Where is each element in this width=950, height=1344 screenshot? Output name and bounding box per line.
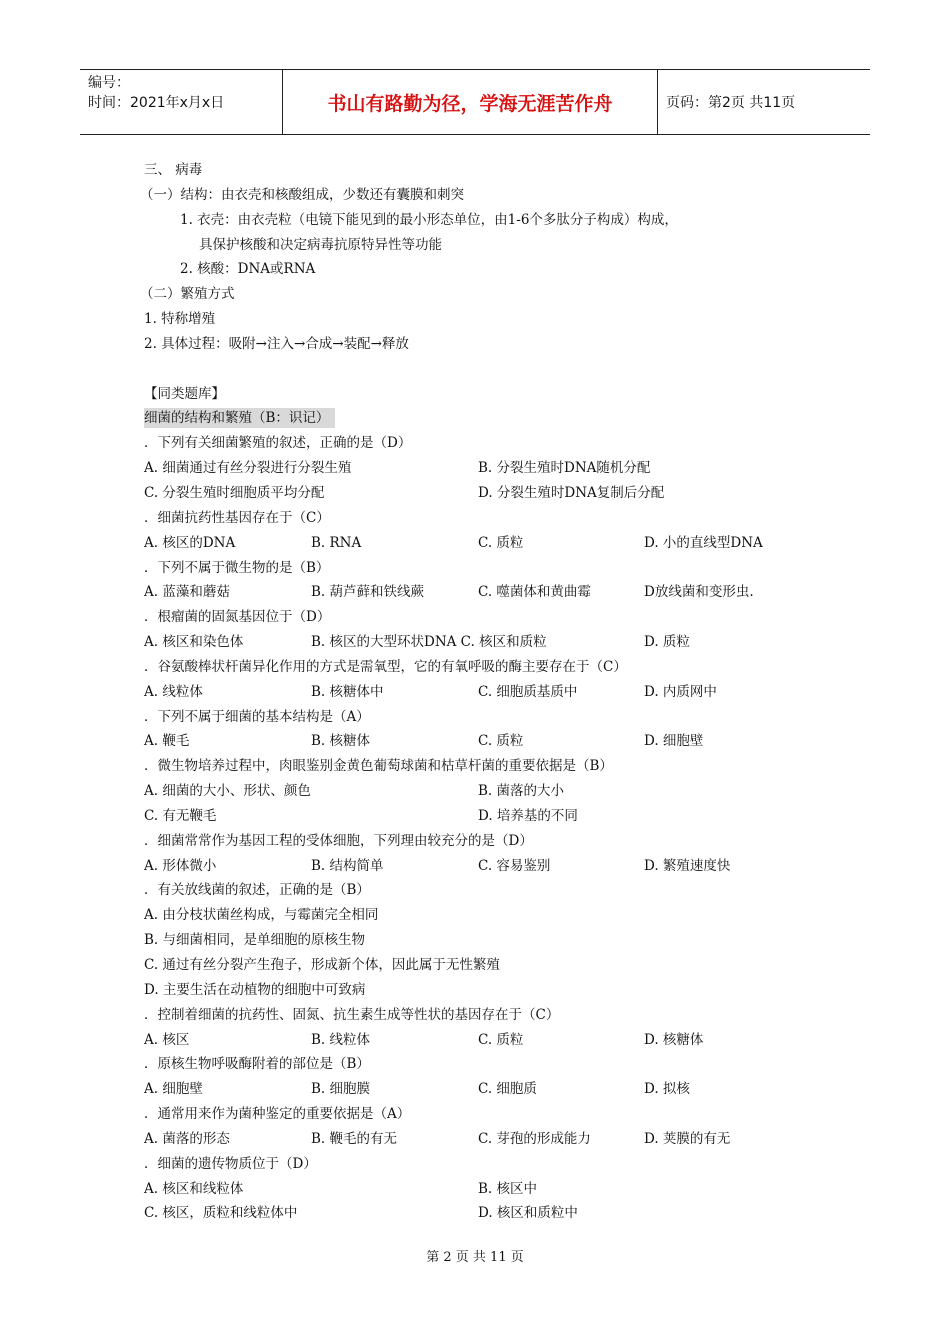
option-row	[144, 630, 844, 655]
option: B. 与细菌相同，是单细胞的原核生物	[144, 932, 366, 949]
question-stem: ．下列不属于细菌的基本结构是（A）	[144, 708, 370, 725]
option: D. 细胞壁	[644, 733, 704, 750]
bank-title: 【同类题库】	[144, 385, 225, 402]
reproduction-item-2: 2. 具体过程：吸附→注入→合成→装配→释放	[144, 335, 409, 352]
option-row	[144, 1077, 844, 1102]
option: B. 核区中	[478, 1180, 538, 1197]
option-row	[144, 531, 844, 556]
option: C. 质粒	[478, 1031, 524, 1048]
option-row	[144, 1028, 844, 1053]
option: B. 核糖体	[311, 733, 371, 750]
option-row	[144, 1201, 844, 1226]
option: C. 核区，质粒和线粒体中	[144, 1205, 298, 1222]
option: D. 质粒	[644, 634, 690, 651]
option: D. 核区和质粒中	[478, 1205, 578, 1222]
option-row	[144, 804, 844, 829]
option-row	[144, 580, 844, 605]
reproduction-item-1: 1. 特称增殖	[144, 311, 216, 328]
document-body	[140, 158, 844, 1226]
structure-capsid-cont: 具保护核酸和决定病毒抗原特异性等功能	[199, 236, 442, 253]
option: D. 繁殖速度快	[644, 857, 731, 874]
header-motto: 书山有路勤为径，学海无涯苦作舟	[283, 70, 658, 134]
option: B. 分裂生殖时DNA随机分配	[478, 460, 651, 477]
question-stem: ．下列有关细菌繁殖的叙述，正确的是（D）	[144, 435, 412, 452]
option-row	[144, 456, 844, 481]
bank-subtitle: 细菌的结构和繁殖（B：识记）	[144, 408, 335, 428]
option: D. 主要生活在动植物的细胞中可致病	[144, 981, 366, 998]
option-row	[144, 854, 844, 879]
question-stem: ．有关放线菌的叙述，正确的是（B）	[144, 882, 370, 899]
option: A. 核区和线粒体	[144, 1180, 244, 1197]
question-stem: ．微生物培养过程中，肉眼鉴别金黄色葡萄球菌和枯草杆菌的重要依据是（B）	[144, 758, 613, 775]
option: B. 菌落的大小	[478, 783, 565, 800]
question-stem: ．下列不属于微生物的是（B）	[144, 559, 330, 576]
option: C. 质粒	[478, 534, 524, 551]
question-stem: ．细菌抗药性基因存在于（C）	[144, 509, 330, 526]
bank-subtitle-row	[144, 406, 844, 431]
option: C. 容易鉴别	[478, 857, 551, 874]
option: D. 分裂生殖时DNA复制后分配	[478, 484, 665, 501]
option: C. 芽孢的形成能力	[478, 1130, 591, 1147]
option: A. 细胞壁	[144, 1081, 203, 1098]
option: D放线菌和变形虫.	[644, 584, 754, 601]
option: B. 结构简单	[311, 857, 384, 874]
option: C. 通过有丝分裂产生孢子，形成新个体，因此属于无性繁殖	[144, 957, 500, 973]
question-stem: ．谷氨酸棒状杆菌异化作用的方式是需氧型，它的有氧呼吸的酶主要存在于（C）	[144, 658, 627, 675]
option: B. 葫芦藓和铁线蕨	[311, 584, 425, 601]
question-list	[144, 431, 844, 1226]
option: C. 细胞质	[478, 1081, 537, 1098]
option: A. 核区和染色体	[144, 634, 244, 651]
option: D. 核糖体	[644, 1031, 704, 1048]
option-row	[144, 1177, 844, 1202]
option: C. 质粒	[478, 733, 524, 750]
option: A. 由分枝状菌丝构成，与霉菌完全相同	[144, 907, 379, 924]
structure-nucleic: 2. 核酸：DNA或RNA	[180, 261, 316, 278]
option: C. 有无鞭毛	[144, 807, 217, 824]
header-number: 编号：	[88, 75, 130, 91]
header-page-info: 页码：第2页 共11页	[666, 95, 796, 111]
option-row	[144, 1127, 844, 1152]
option: B. 核糖体中	[311, 683, 384, 700]
section-structure: （一）结构：由衣壳和核酸组成，少数还有囊膜和刺突	[140, 186, 464, 203]
structure-capsid: 1. 衣壳：由衣壳粒（电镜下能见到的最小形态单位，由1-6个多肽分子构成）构成，	[180, 211, 678, 228]
question-stem: ．根瘤菌的固氮基因位于（D）	[144, 609, 331, 626]
option: D. 荚膜的有无	[644, 1130, 731, 1147]
section-heading: 三、 病毒	[144, 162, 203, 178]
option-row	[144, 779, 844, 804]
option: A. 形体微小	[144, 857, 217, 874]
option: B. 细胞膜	[311, 1081, 371, 1098]
option: A. 细菌通过有丝分裂进行分裂生殖	[144, 460, 352, 477]
option: A. 线粒体	[144, 683, 203, 700]
option: D. 拟核	[644, 1081, 690, 1098]
option: A. 鞭毛	[144, 733, 190, 750]
question-stem: ．原核生物呼吸酶附着的部位是（B）	[144, 1056, 370, 1073]
spacer	[144, 357, 844, 382]
question-stem: ．通常用来作为菌种鉴定的重要依据是（A）	[144, 1106, 411, 1123]
option-row	[144, 729, 844, 754]
question-stem: ．细菌常常作为基因工程的受体细胞，下列理由较充分的是（D）	[144, 832, 533, 849]
option: D. 内质网中	[644, 683, 717, 700]
option: B. 线粒体	[311, 1031, 371, 1048]
question-stem: ．细菌的遗传物质位于（D）	[144, 1155, 317, 1172]
section-reproduction: （二）繁殖方式	[140, 286, 235, 303]
option: A. 细菌的大小、形状、颜色	[144, 783, 311, 800]
question-stem: ．控制着细菌的抗药性、固氮、抗生素生成等性状的基因存在于（C）	[144, 1006, 560, 1023]
page-footer: 第 2 页 共 11 页	[426, 1250, 524, 1265]
option: A. 核区的DNA	[144, 534, 236, 551]
option: A. 核区	[144, 1031, 190, 1048]
option-row	[144, 481, 844, 506]
option: B. 核区的大型环状DNA C. 核区和质粒	[311, 634, 547, 651]
option-row	[144, 680, 844, 705]
option: C. 噬菌体和黄曲霉	[478, 584, 591, 601]
option: A. 蓝藻和蘑菇	[144, 584, 230, 601]
header-meta	[80, 70, 283, 134]
option: B. RNA	[311, 534, 362, 551]
option: C. 细胞质基质中	[478, 683, 578, 700]
option: B. 鞭毛的有无	[311, 1130, 398, 1147]
option: A. 菌落的形态	[144, 1130, 230, 1147]
option: C. 分裂生殖时细胞质平均分配	[144, 484, 325, 501]
page-header	[80, 69, 870, 135]
option: D. 小的直线型DNA	[644, 534, 763, 551]
header-date: 时间：2021年x月x日	[88, 95, 225, 111]
option: D. 培养基的不同	[478, 807, 578, 824]
